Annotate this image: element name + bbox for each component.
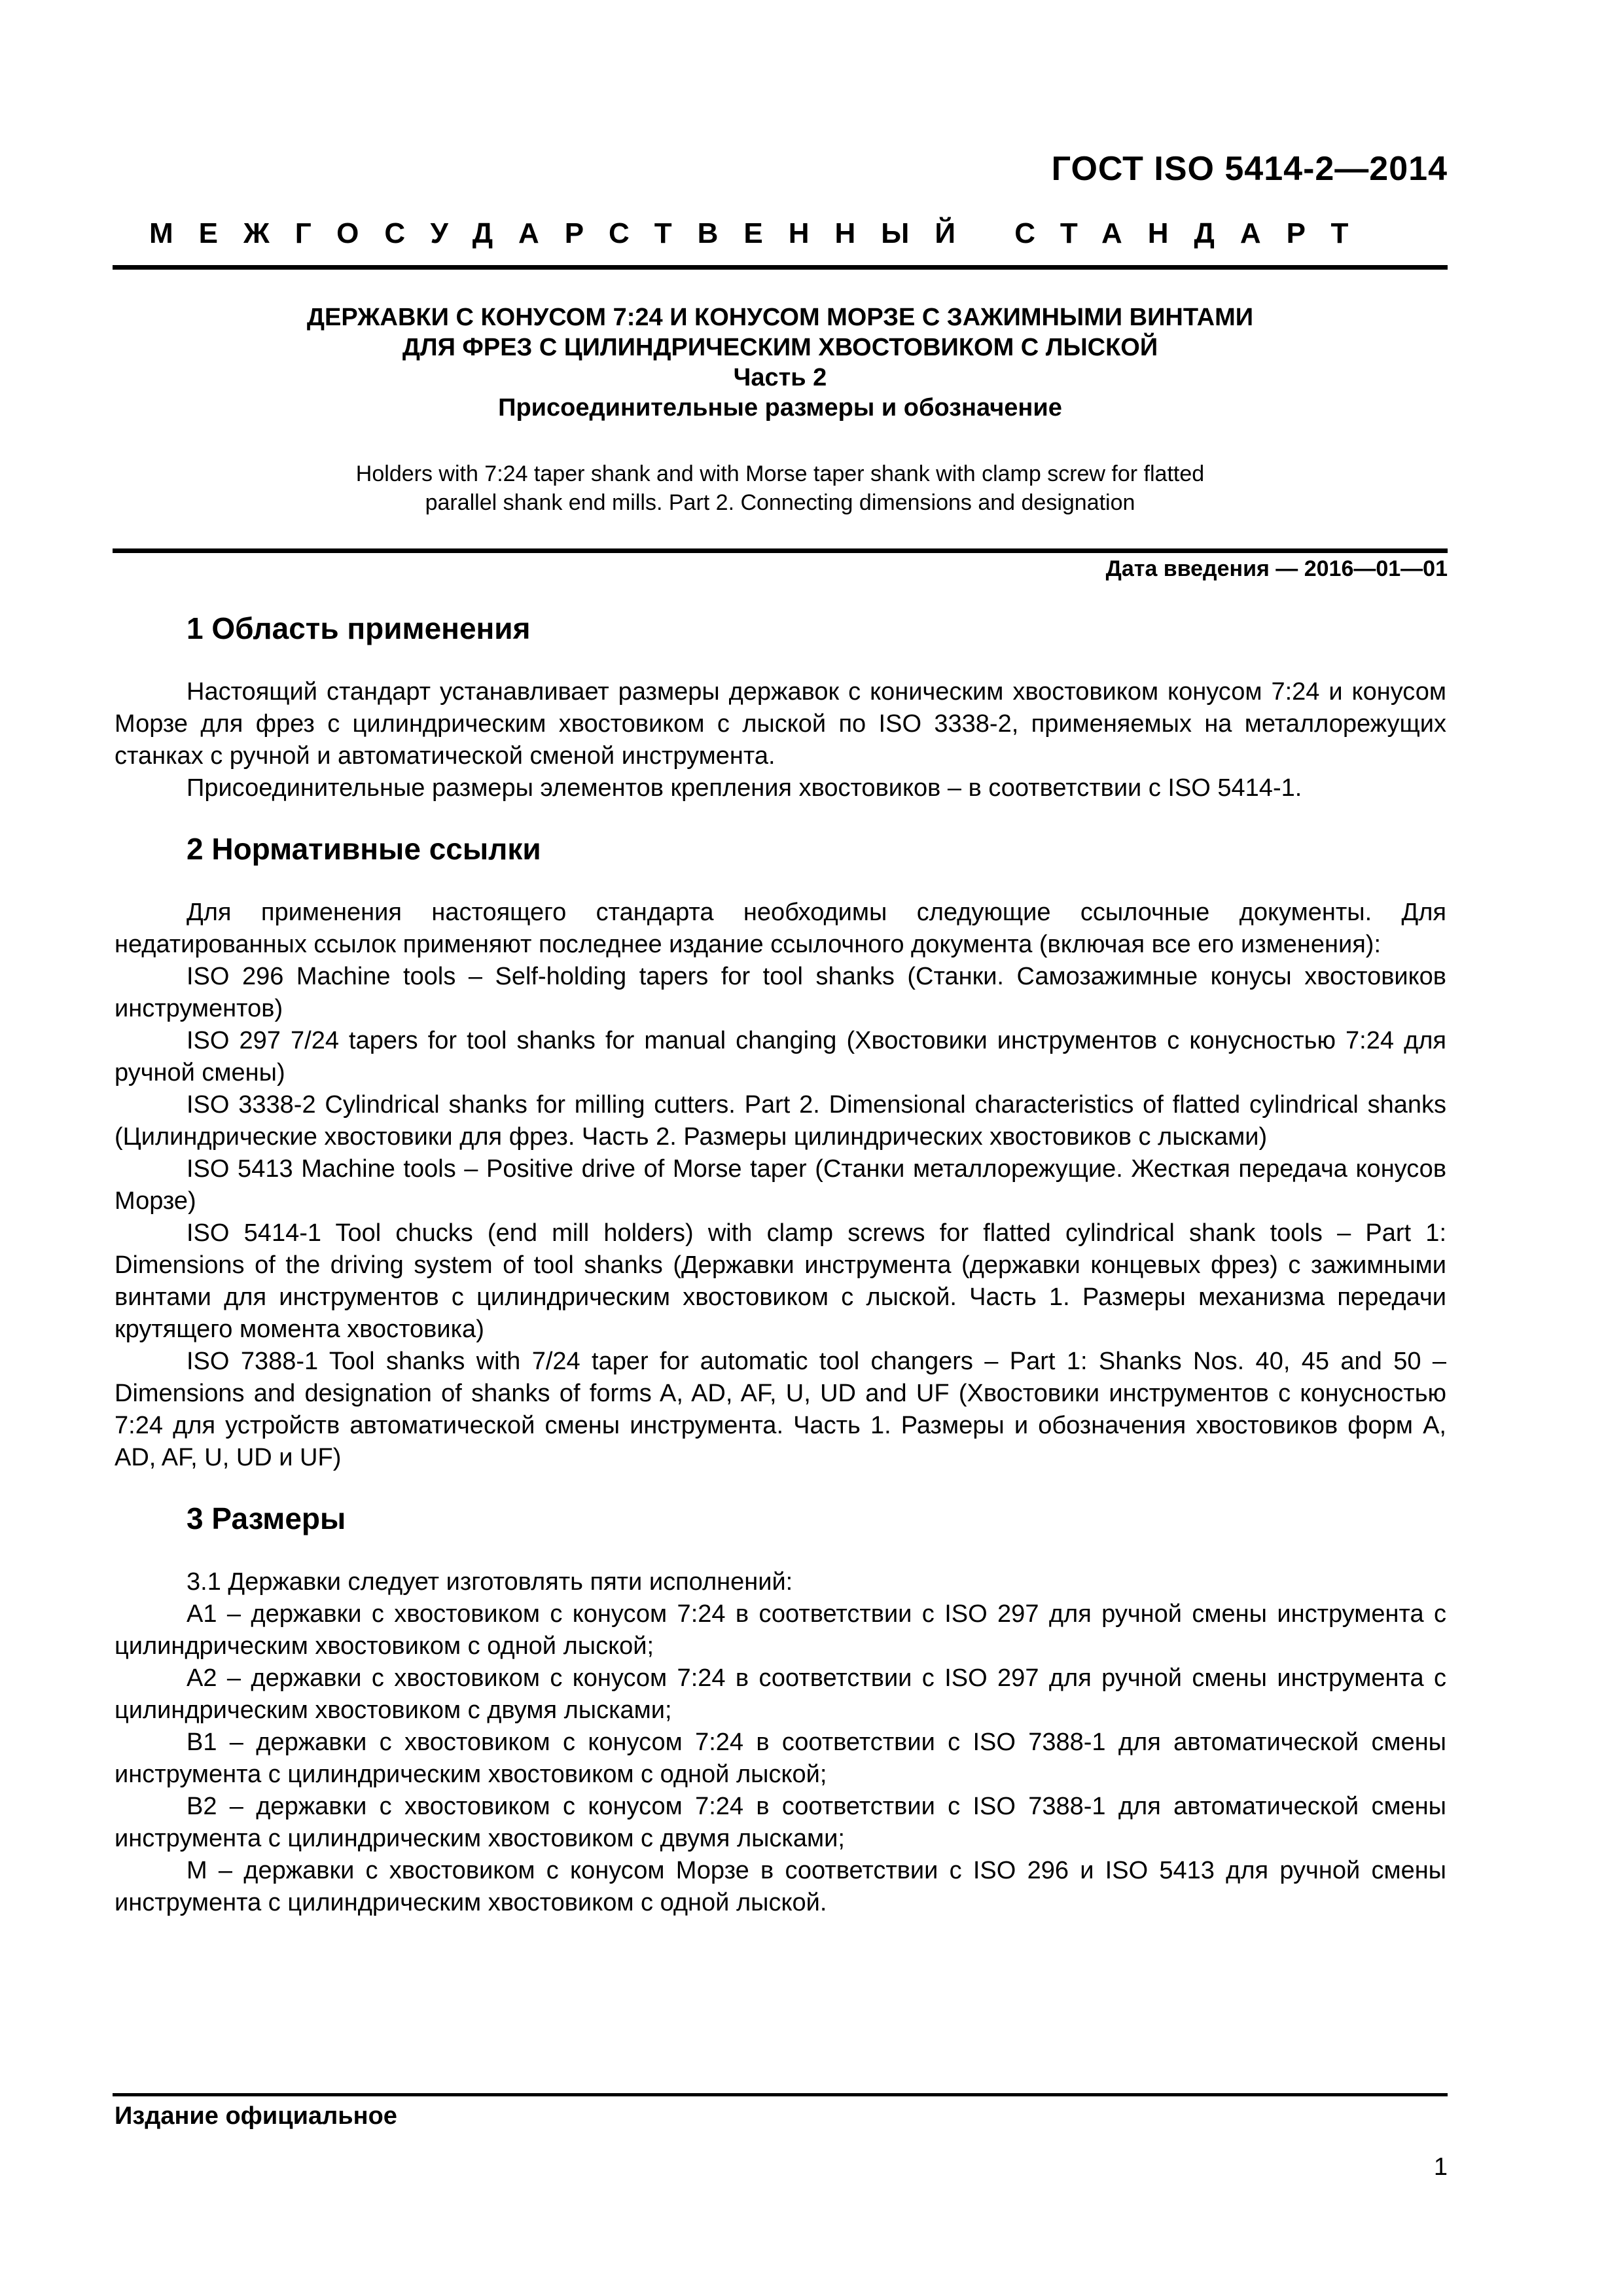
version-item: B1 – державки с хвостовиком с конусом 7:24 в соответствии с ISO 7388-1 для автоматической смены инструмента с цилиндрическим хвостовиком с одной лыской; — [115, 1729, 1446, 1788]
title-line-1: ДЕРЖАВКИ С КОНУСОМ 7:24 И КОНУСОМ МОРЗЕ С ЗАЖИМНЫМИ ВИНТАМИ — [306, 304, 1254, 331]
reference-item: ISO 3338-2 Cylindrical shanks for milling cutters. Part 2. Dimensional characteristics of flatted cylindrical shanks (Цилиндрические хвостовики для фрез. Часть 2. Размеры цилиндрических хвостовиков с лысками) — [115, 1091, 1446, 1151]
reference-item: ISO 5414-1 Tool chucks (end mill holders) with clamp screws for flatted cylindrical shank tools – Part 1: Dimensions of the driving system of tool shanks (Державки инструмента (державки концевых фрез) с зажимными винтами для инструментов с цилиндрическим хвостовиком с лыской. Часть 1. Размеры механизма передачи крутящего момента хвостовика) — [115, 1219, 1446, 1343]
footer-divider — [113, 2093, 1448, 2096]
document-code: ГОСТ ISO 5414-2—2014 — [1051, 150, 1448, 188]
interstate-standard-label: МЕЖГОСУДАРСТВЕННЫЙ СТАНДАРТ — [149, 217, 1374, 249]
title-block — [113, 302, 1448, 423]
english-title-line-1: Holders with 7:24 taper shank and with Morse taper shank with clamp screw for flatted — [355, 461, 1205, 486]
page-number: 1 — [1433, 2153, 1448, 2181]
section-1-paragraph: Присоединительные размеры элементов крепления хвостовиков – в соответствии с ISO 5414-1. — [187, 774, 1302, 802]
official-edition-label: Издание официальное — [115, 2102, 397, 2130]
version-item: B2 – державки с хвостовиком с конусом 7:24 в соответствии с ISO 7388-1 для автоматической смены инструмента с цилиндрическим хвостовиком с двумя лысками; — [115, 1793, 1446, 1852]
version-item: A2 – державки с хвостовиком с конусом 7:24 в соответствии с ISO 297 для ручной смены инструмента с цилиндрическим хвостовиком с двумя лысками; — [115, 1664, 1446, 1724]
title-subtitle: Присоединительные размеры и обозначение — [498, 394, 1062, 422]
document-body — [115, 602, 1446, 1919]
header-divider — [113, 265, 1448, 270]
version-item: M – державки с хвостовиком с конусом Морзе в соответствии с ISO 296 и ISO 5413 для ручной смены инструмента с цилиндрическим хвостовиком с одной лыской. — [115, 1857, 1446, 1916]
reference-item: ISO 5413 Machine tools – Positive drive of Morse taper (Станки металлорежущие. Жесткая передача конусов Морзе) — [115, 1155, 1446, 1215]
section-2-intro: Для применения настоящего стандарта необходимы следующие ссылочные документы. Для недатированных ссылок применяют последнее издание ссылочного документа (включая все его изменения): — [115, 899, 1446, 958]
title-divider — [113, 548, 1448, 553]
section-3-heading: 3 Размеры — [187, 1501, 346, 1535]
reference-item: ISO 7388-1 Tool shanks with 7/24 taper for automatic tool changers – Part 1: Shanks Nos. 40, 45 and 50 – Dimensions and designation of shanks of forms A, AD, AF, U, UD and UF (Хвостовики инструментов с конусностью 7:24 для устройств автоматической смены инструмента. Часть 1. Размеры и обозначения хвостовиков форм A, AD, AF, U, UD и UF) — [115, 1348, 1446, 1471]
section-1-paragraph: Настоящий стандарт устанавливает размеры державок с коническим хвостовиком конусом 7:24 и конусом Морзе для фрез с цилиндрическим хвостовиком с лыской по ISO 3338-2, применяемых на металлорежущих станках с ручной и автоматической сменой инструмента. — [115, 678, 1446, 770]
reference-item: ISO 296 Machine tools – Self-holding tapers for tool shanks (Станки. Самозажимные конусы хвостовиков инструментов) — [115, 963, 1446, 1022]
english-title-line-2: parallel shank end mills. Part 2. Connecting dimensions and designation — [425, 490, 1135, 515]
section-3-paragraph: 3.1 Державки следует изготовлять пяти исполнений: — [187, 1568, 793, 1596]
section-1-heading: 1 Область применения — [187, 611, 531, 645]
reference-item: ISO 297 7/24 tapers for tool shanks for manual changing (Хвостовики инструментов с конусностью 7:24 для ручной смены) — [115, 1027, 1446, 1086]
version-item: A1 – державки с хвостовиком с конусом 7:24 в соответствии с ISO 297 для ручной смены инструмента с цилиндрическим хвостовиком с одной лыской; — [115, 1600, 1446, 1660]
english-title — [113, 459, 1448, 517]
section-2-heading: 2 Нормативные ссылки — [187, 832, 541, 866]
title-line-2: ДЛЯ ФРЕЗ С ЦИЛИНДРИЧЕСКИМ ХВОСТОВИКОМ С ЛЫСКОЙ — [402, 334, 1158, 361]
title-part: Часть 2 — [733, 364, 827, 391]
date-of-introduction: Дата введения — 2016—01—01 — [1105, 556, 1448, 581]
